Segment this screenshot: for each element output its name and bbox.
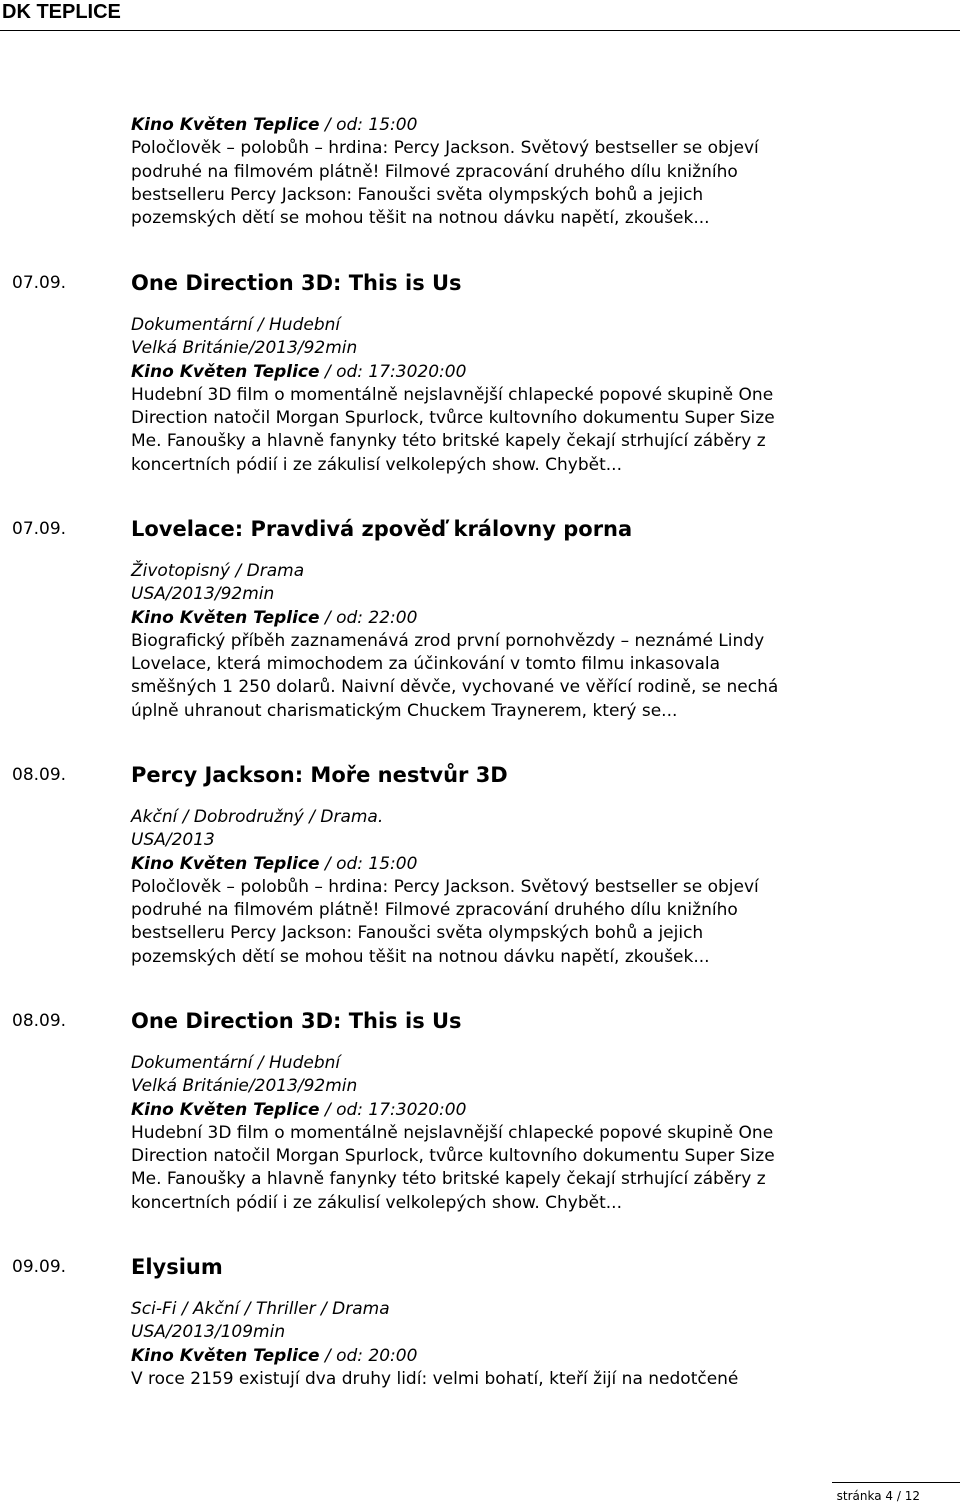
show-time: 15:00 — [368, 115, 418, 135]
event-body — [131, 560, 851, 723]
cinema-name: Kino Květen Teplice — [131, 607, 320, 628]
cinema-name: Kino Květen Teplice — [131, 1099, 320, 1120]
event-description — [131, 876, 851, 969]
event-genre: Dokumentární / Hudební — [131, 315, 341, 335]
time-prefix: / od: — [324, 1099, 369, 1120]
cinema-name: Kino Květen Teplice — [131, 1345, 320, 1366]
description-line: koncertních pódií i ze zákulisí velkolepých show. Chybět... — [131, 454, 622, 475]
event-title: Elysium — [131, 1255, 223, 1279]
event-description — [131, 384, 851, 477]
show-time: 22:00 — [368, 607, 418, 628]
description-line: pozemských dětí se mohou těšit na notnou dávku napětí, zkoušek... — [131, 208, 710, 229]
event-origin: USA/2013/92min — [131, 584, 275, 605]
intro-body — [131, 114, 851, 230]
description-line: Hudební 3D film o momentálně nejslavnější chlapecké popové skupině One — [131, 1122, 774, 1143]
time-prefix: / od: — [324, 853, 369, 874]
event-genre: Životopisný / Drama — [131, 561, 305, 581]
cinema-name: Kino Květen Teplice — [131, 853, 320, 874]
description-line: úplně uhranout charismatickým Chuckem Traynerem, který se... — [131, 700, 678, 721]
event-origin: Velká Británie/2013/92min — [131, 1076, 358, 1097]
description-line: pozemských dětí se mohou těšit na notnou dávku napětí, zkoušek... — [131, 946, 710, 967]
event-date: 08.09. — [12, 1011, 67, 1031]
event-date: 07.09. — [12, 519, 67, 539]
event-title: One Direction 3D: This is Us — [131, 1009, 462, 1033]
page-header — [0, 0, 960, 30]
event-genre: Dokumentární / Hudební — [131, 1053, 341, 1073]
cinema-name: Kino Květen Teplice — [131, 115, 320, 135]
description-line: Me. Fanoušky a hlavně fanynky této britské kapely čekají strhující záběry z — [131, 431, 766, 452]
event-body — [131, 314, 851, 477]
show-time: 15:00 — [368, 853, 418, 874]
header-title: DK TEPLICE — [2, 1, 121, 23]
event-title: Percy Jackson: Moře nestvůr 3D — [131, 763, 508, 787]
description-line: Direction natočil Morgan Spurlock, tvůrce kultovního dokumentu Super Size — [131, 1146, 775, 1167]
description-line: Poločlověk – polobůh – hrdina: Percy Jackson. Světový bestseller se objeví — [131, 876, 759, 897]
time-prefix: / od: — [324, 115, 369, 135]
event-origin: Velká Británie/2013/92min — [131, 338, 358, 359]
event-description — [131, 630, 851, 723]
description-line: podruhé na filmovém plátně! Filmové zpracování druhého dílu knižního — [131, 900, 738, 921]
event-body — [131, 1298, 851, 1391]
page-number: stránka 4 / 12 — [836, 1489, 920, 1503]
time-prefix: / od: — [324, 607, 369, 628]
cinema-line — [131, 361, 851, 384]
event-genre: Sci-Fi / Akční / Thriller / Drama — [131, 1299, 390, 1319]
event-description — [131, 137, 851, 230]
event-genre: Akční / Dobrodružný / Drama. — [131, 807, 384, 827]
event-description — [131, 1122, 851, 1215]
description-line: bestselleru Percy Jackson: Fanoušci světa olympských bohů a jejich — [131, 923, 704, 944]
cinema-line — [131, 853, 851, 876]
description-line: bestselleru Percy Jackson: Fanoušci světa olympských bohů a jejich — [131, 184, 704, 205]
show-time: 17:3020:00 — [368, 1099, 467, 1120]
description-line: Direction natočil Morgan Spurlock, tvůrce kultovního dokumentu Super Size — [131, 408, 775, 429]
event-date: 08.09. — [12, 765, 67, 785]
show-time: 17:3020:00 — [368, 361, 467, 382]
cinema-line — [131, 607, 851, 630]
show-time: 20:00 — [368, 1345, 418, 1366]
cinema-line — [131, 1345, 851, 1368]
event-origin: USA/2013 — [131, 830, 215, 851]
event-description — [131, 1368, 851, 1391]
description-line: Lovelace, která mimochodem za účinkování v tomto filmu inkasovala — [131, 654, 721, 675]
description-line: koncertních pódií i ze zákulisí velkolepých show. Chybět... — [131, 1192, 622, 1213]
cinema-line — [131, 1099, 851, 1122]
event-title: Lovelace: Pravdivá zpověď královny porna — [131, 517, 633, 541]
cinema-line — [131, 114, 851, 137]
time-prefix: / od: — [324, 1345, 369, 1366]
header-divider — [0, 30, 960, 31]
event-date: 07.09. — [12, 273, 67, 293]
footer-divider — [832, 1482, 960, 1483]
description-line: V roce 2159 existují dva druhy lidí: velmi bohatí, kteří žijí na nedotčené — [131, 1368, 739, 1389]
event-body — [131, 1052, 851, 1215]
description-line: směšných 1 250 dolarů. Naivní děvče, vychované ve věřící rodině, se nechá — [131, 677, 779, 698]
event-body — [131, 806, 851, 969]
description-line: Hudební 3D film o momentálně nejslavnější chlapecké popové skupině One — [131, 384, 774, 405]
description-line: Biografický příběh zaznamenává zrod první pornohvězdy – neznámé Lindy — [131, 630, 765, 651]
description-line: Me. Fanoušky a hlavně fanynky této britské kapely čekají strhující záběry z — [131, 1169, 766, 1190]
event-date: 09.09. — [12, 1257, 67, 1277]
event-title: One Direction 3D: This is Us — [131, 271, 462, 295]
cinema-name: Kino Květen Teplice — [131, 361, 320, 382]
time-prefix: / od: — [324, 361, 369, 382]
event-origin: USA/2013/109min — [131, 1322, 286, 1343]
description-line: Poločlověk – polobůh – hrdina: Percy Jackson. Světový bestseller se objeví — [131, 138, 759, 159]
description-line: podruhé na filmovém plátně! Filmové zpracování druhého dílu knižního — [131, 161, 738, 182]
page-footer — [0, 1482, 960, 1504]
